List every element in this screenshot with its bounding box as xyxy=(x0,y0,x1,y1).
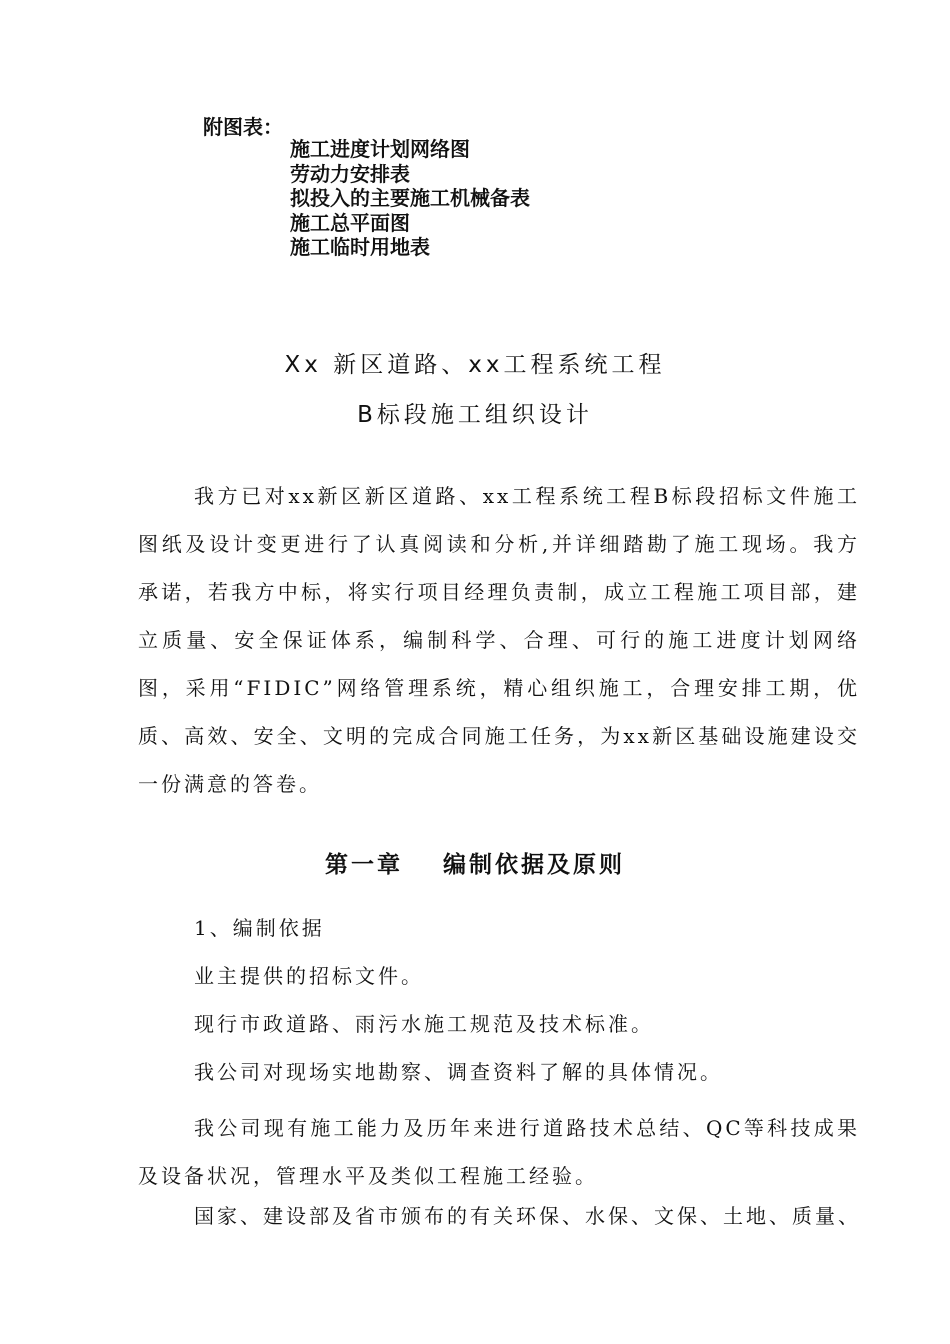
appendix-item: 劳动力安排表 xyxy=(290,161,410,186)
basis-item: 业主提供的招标文件。 xyxy=(194,964,424,988)
appendix-list xyxy=(290,137,530,260)
chapter-heading xyxy=(0,846,950,879)
basis-item: 现行市政道路、雨污水施工规范及技术标准。 xyxy=(194,1012,654,1036)
appendix-item: 施工进度计划网络图 xyxy=(290,137,470,161)
appendix-heading: 附图表： xyxy=(203,115,283,139)
document-title-line-2: B标段施工组织设计 xyxy=(357,402,593,428)
section-heading: 1、编制依据 xyxy=(194,916,325,940)
appendix-item: 施工总平面图 xyxy=(290,210,410,235)
appendix-item: 施工临时用地表 xyxy=(290,235,430,259)
appendix-item: 拟投入的主要施工机械备表 xyxy=(290,186,530,210)
document-title-line-1: Xx 新区道路、xx工程系统工程 xyxy=(284,352,666,378)
chapter-title: 编制依据及原则 xyxy=(443,852,625,878)
basis-item: 我公司对现场实地勘察、调查资料了解的具体情况。 xyxy=(194,1060,723,1084)
basis-item: 我公司现有施工能力及历年来进行道路技术总结、QC等科技成果及设备状况，管理水平及类似工程施工经验。 xyxy=(138,1116,860,1188)
chapter-label: 第一章 xyxy=(325,852,403,878)
basis-item: 国家、建设部及省市颁布的有关环保、水保、文保、土地、质量、 xyxy=(194,1204,861,1228)
intro-paragraph: 我方已对xx新区新区道路、xx工程系统工程B标段招标文件施工图纸及设计变更进行了认真阅读和分析,并详细踏勘了施工现场。我方承诺，若我方中标，将实行项目经理负责制，成立工程施工项目部，建立质量、安全保证体系，编制科学、合理、可行的施工进度计划网络图，采用“FIDIC”网络管理系统，精心组织施工，合理安排工期，优质、高效、安全、文明的完成合同施工任务，为xx新区基础设施建设交一份满意的答卷。 xyxy=(138,484,860,796)
